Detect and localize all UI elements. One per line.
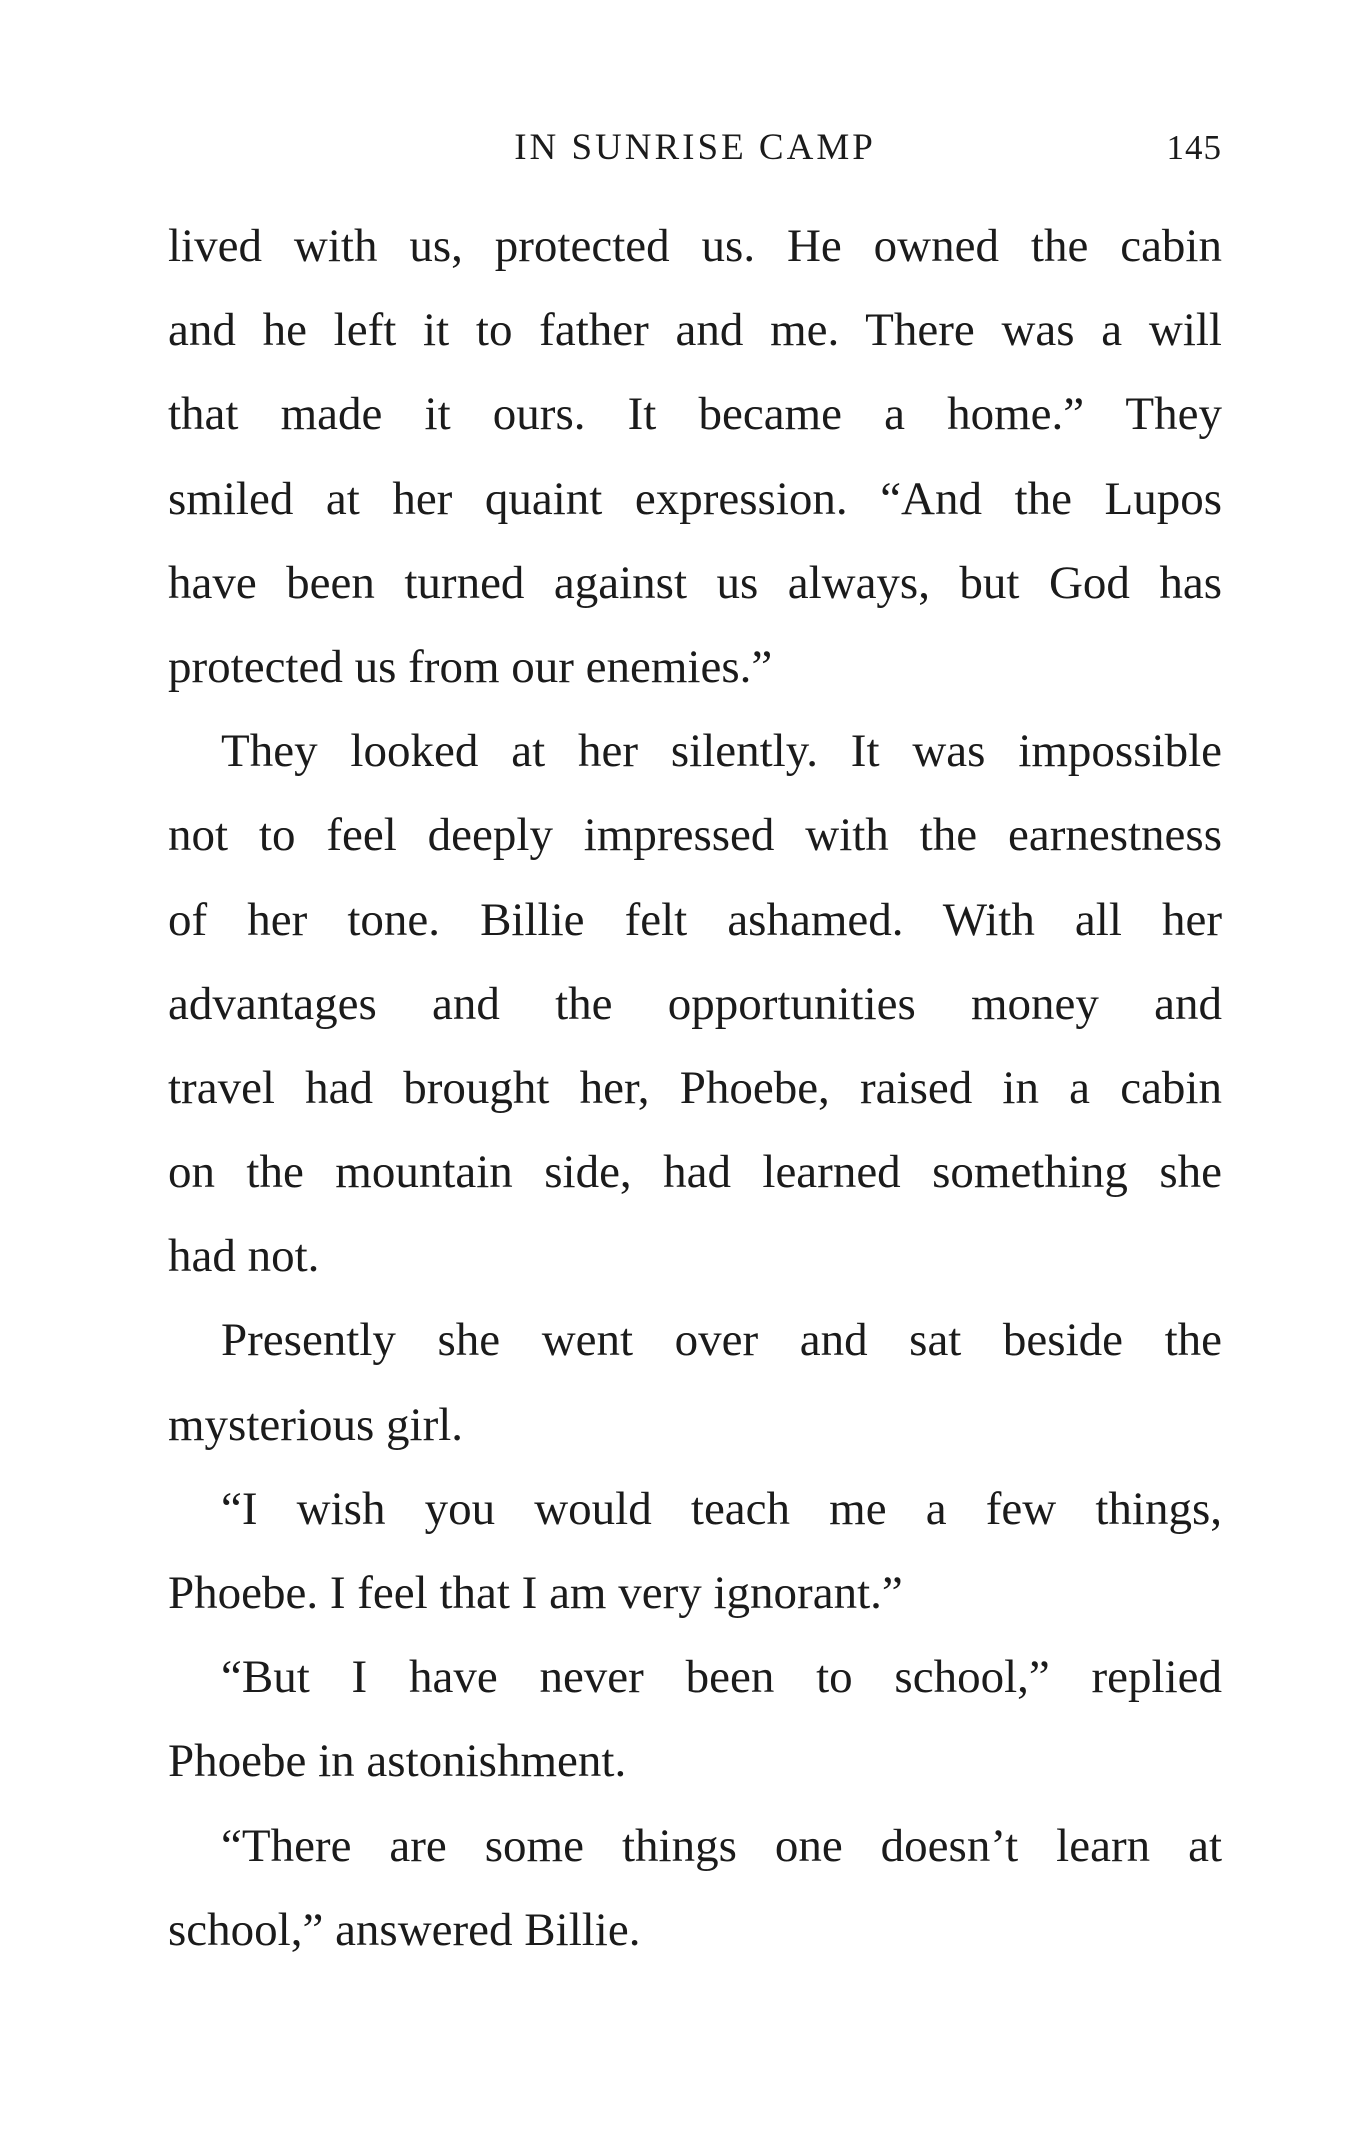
paragraph-start-line: “I wish you would teach me a few things,: [221, 1482, 1222, 1535]
text-line: advantages and the opportunities money and: [168, 977, 1222, 1030]
paragraph-start-line: They looked at her silently. It was impossible: [221, 725, 1222, 778]
paragraph-start-line: Presently she went over and sat beside the: [221, 1314, 1222, 1367]
text-line: had not.: [168, 1230, 320, 1283]
text-line: and he left it to father and me. There was a will: [168, 304, 1222, 357]
text-line: protected us from our enemies.”: [168, 640, 773, 693]
running-title: IN SUNRISE CAMP: [514, 127, 876, 168]
text-line: school,” answered Billie.: [168, 1903, 641, 1956]
text-line: not to feel deeply impressed with the earnestness: [168, 809, 1222, 862]
text-line: that made it ours. It became a home.” They: [168, 388, 1222, 441]
text-line: mysterious girl.: [168, 1398, 464, 1451]
text-line: on the mountain side, had learned something she: [168, 1146, 1222, 1199]
text-line: Phoebe. I feel that I am very ignorant.”: [168, 1567, 903, 1619]
paragraph-start-line: “But I have never been to school,” replied: [221, 1651, 1222, 1704]
text-line: of her tone. Billie felt ashamed. With all her: [168, 893, 1222, 946]
text-line: travel had brought her, Phoebe, raised in a cabin: [168, 1061, 1222, 1114]
text-line: Phoebe in astonishment.: [168, 1735, 627, 1788]
text-line: have been turned against us always, but God has: [168, 556, 1222, 609]
text-line: lived with us, protected us. He owned the cabin: [168, 220, 1222, 272]
text-line: smiled at her quaint expression. “And the Lupos: [168, 472, 1222, 525]
body-text: [168, 204, 1222, 1972]
running-head: [168, 122, 1222, 174]
page-number: 145: [1166, 128, 1222, 167]
paragraph-start-line: “There are some things one doesn’t learn at: [221, 1819, 1222, 1872]
